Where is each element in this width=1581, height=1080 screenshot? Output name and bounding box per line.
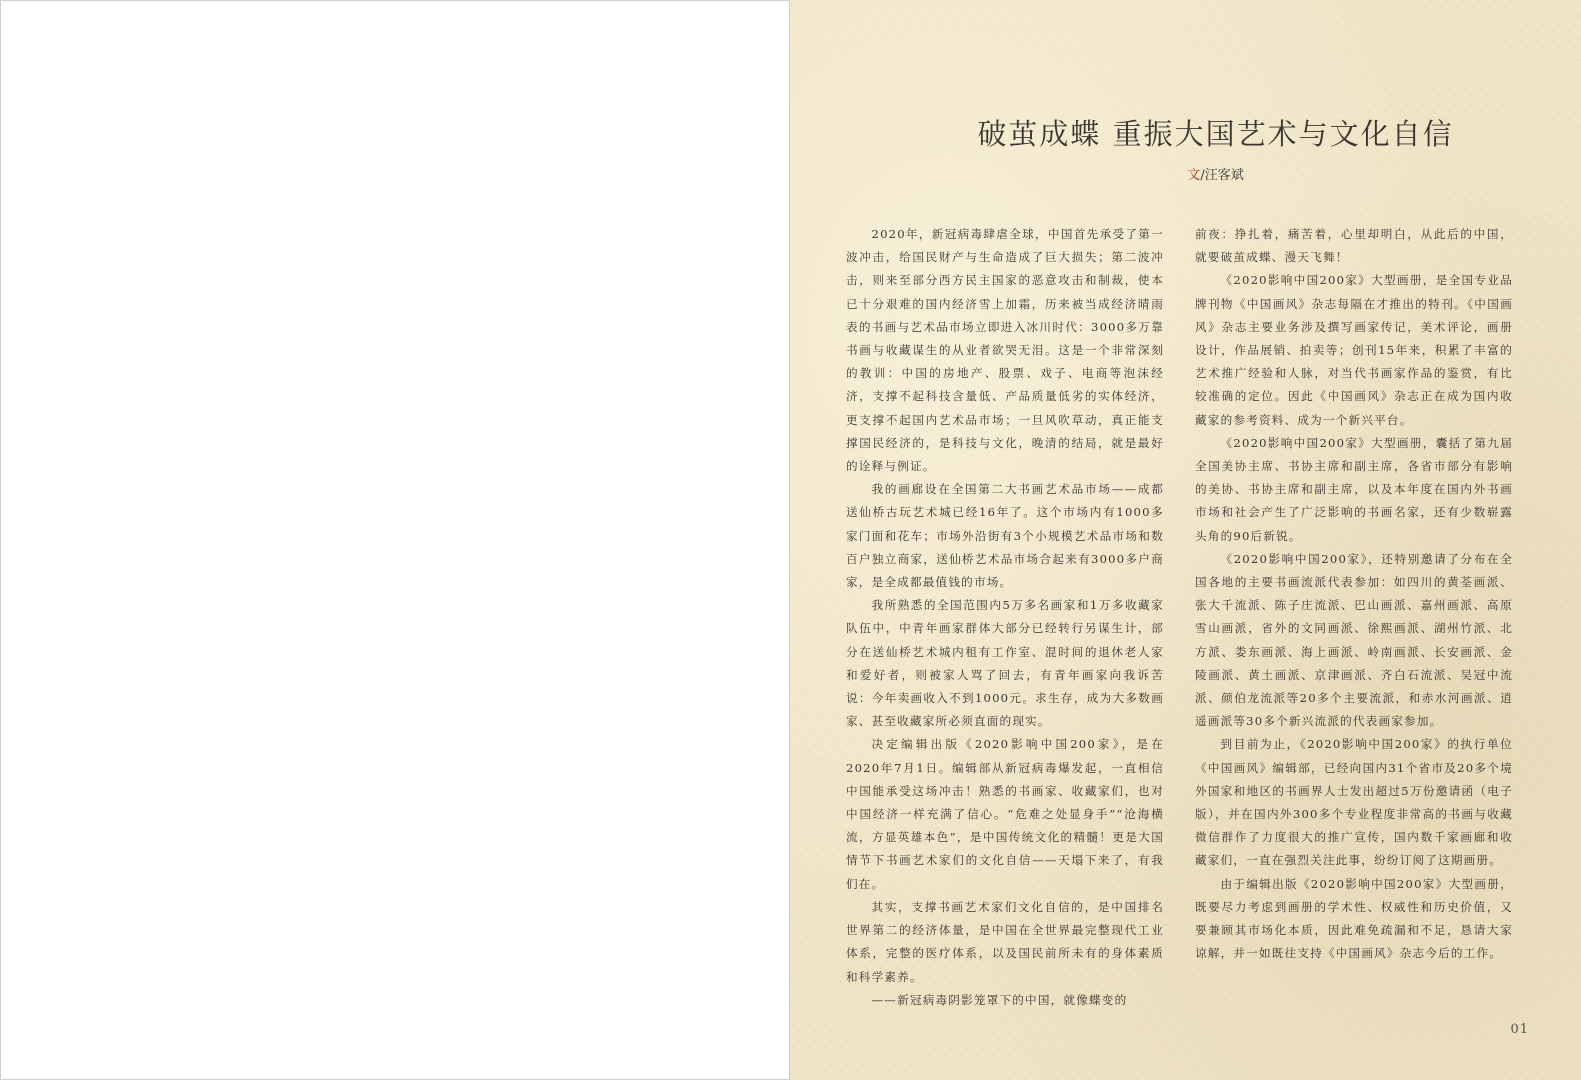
paragraph: 2020年，新冠病毒肆虐全球，中国首先承受了第一波冲击，给国民财产与生命造成了巨大损失；第二波冲击，则来至部分西方民主国家的恶意攻击和制裁，使本已十分艰难的国内经济雪上加霜，历来被当成经济晴雨表的书画与艺术品市场立即进入冰川时代：3000多万靠书画与收藏谋生的从业者欲哭无泪。这是一个非常深刻的教训：中国的房地产、股票、戏子、电商等泡沫经济，支撑不起科技含量低、产品质量低劣的实体经济，更支撑不起国内艺术品市场；一旦风吹草动，真正能支撑国民经济的，是科技与文化，晚清的结局，就是最好的诠释与例证。 bbox=[846, 227, 1164, 474]
page-number: 01 bbox=[1510, 1022, 1529, 1037]
byline bbox=[790, 164, 1581, 183]
paragraph: 到目前为止，《2020影响中国200家》的执行单位《中国画风》编辑部，已经向国内31个省市及20多个境外国家和地区的书画界人士发出超过5万份邀请函（电子版），并在国内外300多个专业程度非常高的书画与收藏微信群作了力度很大的推广宣传，国内数千家画廊和收藏家们，一直在强烈关注此事，纷纷订阅了这期画册。 bbox=[1195, 737, 1513, 868]
blank-left-page bbox=[0, 0, 790, 1080]
paragraph: 由于编辑出版《2020影响中国200家》大型画册，既要尽力考虑到画册的学术性、权威性和历史价值，又要兼顾其市场化本质，因此难免疏漏和不足，恳请大家谅解，并一如既往支持《中国画风》杂志今后的工作。 bbox=[1195, 876, 1513, 961]
byline-author: /汪客斌 bbox=[1200, 168, 1244, 183]
paragraph: 其实，支撑书画艺术家们文化自信的，是中国排名世界第二的经济体量，是中国在全世界最完整现代工业体系，完整的医疗体系，以及国民前所未有的身体素质和科学素养。 bbox=[846, 899, 1164, 984]
paragraph: ——新冠病毒阴影笼罩下的中国，就像蝶变的 bbox=[871, 992, 1128, 1007]
article-title: 破茧成蝶 重振大国艺术与文化自信 bbox=[977, 117, 1454, 151]
paragraph: 我的画廊设在全国第二大书画艺术品市场——成都送仙桥古玩艺术城已经16年了。这个市场内有1000多家门面和花车；市场外沿街有3个小规模艺术品市场和数百户独立商家，送仙桥艺术品市场合起来有3000多户商家，是全成都最值钱的市场。 bbox=[846, 482, 1164, 590]
paragraph: 《2020影响中国200家》大型画册，囊括了第九届全国美协主席、书协主席和副主席，各省市部分有影响的美协、书协主席和副主席，以及本年度在国内外书画市场和社会产生了广泛影响的书画名家，还有少数崭露头角的90后新锐。 bbox=[1195, 435, 1513, 543]
text-column-right bbox=[1195, 223, 1513, 966]
text-column-left bbox=[846, 223, 1164, 1012]
byline-mark: 文 bbox=[1187, 168, 1201, 183]
paragraph: 《2020影响中国200家》，还特别邀请了分布在全国各地的主要书画流派代表参加：如四川的黄荃画派、张大千流派、陈子庄流派、巴山画派、嘉州画派、高原雪山画派，省外的文同画派、徐熙画派、湖州竹派、北方派、娄东画派、海上画派、岭南画派、长安画派、金陵画派、黄土画派、京津画派、齐白石流派、吴冠中流派、颜伯龙流派等20多个主要流派，和赤水河画派、逍遥画派等30多个新兴流派的代表画家参加。 bbox=[1195, 551, 1513, 729]
paragraph: 我所熟悉的全国范围内5万多名画家和1万多收藏家队伍中，中青年画家群体大部分已经转行另谋生计，部分在送仙桥艺术城内租有工作室、混时间的退休老人家和爱好者，则被家人骂了回去，有青年画家向我诉苦说：今年卖画收入不到1000元。求生存，成为大多数画家、甚至收藏家所必须直面的现实。 bbox=[846, 598, 1164, 729]
paragraph: 决定编辑出版《2020影响中国200家》，是在2020年7月1日。编辑部从新冠病毒爆发起，一直相信中国能承受这场冲击！熟悉的书画家、收藏家们，也对中国经济一样充满了信心。“危难之处显身手”“沧海横流，方显英雄本色”，是中国传统文化的精髓！更是大国情节下书画艺术家们的文化自信——天塌下来了，有我们在。 bbox=[846, 737, 1164, 891]
paragraph: 《2020影响中国200家》大型画册，是全国专业品牌刊物《中国画风》杂志每隔在才推出的特刊。《中国画风》杂志主要业务涉及撰写画家传记，美术评论，画册设计，作品展销、拍卖等；创刊15年来，积累了丰富的艺术推广经验和人脉，对当代书画家作品的鉴赏，有比较准确的定位。因此《中国画风》杂志正在成为国内收藏家的参考资料、成为一个新兴平台。 bbox=[1195, 273, 1513, 427]
article-page bbox=[790, 0, 1581, 1080]
paragraph-continuation: 前夜：挣扎着，痛苦着，心里却明白，从此后的中国，就要破茧成蝶、漫天飞舞！ bbox=[1195, 227, 1513, 265]
